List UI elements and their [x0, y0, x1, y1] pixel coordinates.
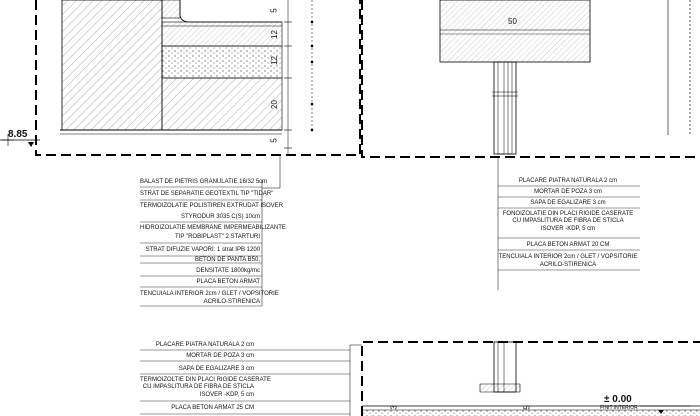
roof-layer-8: BETON DE PANTA B50, [194, 257, 260, 263]
floor-right-layer-7: PLACA BETON ARMAT 20 CM [526, 242, 610, 248]
roof-layer-2: STRAT DE SEPARATIE GEOTEXTIL TIP "TIDAR" [140, 191, 274, 197]
roof-layer-10: PLACA BETON ARMAT [196, 279, 260, 285]
elevation-ground: ± 0.00 [604, 394, 632, 405]
floor-left-layer-6: ISOVER -KDP, 5 cm [199, 392, 254, 398]
floor-right-layer-8: TENCUIALA INTERIOR 2cm / GLET / VOPSITORIE [498, 254, 638, 260]
floor-left-layer-1: PLACARE PIATRA NATURALA 2 cm [155, 342, 254, 348]
dimension-bottom-5: 5 [522, 405, 532, 410]
roof-layer-12: ACRILO-STIRENICA [203, 299, 260, 305]
dimension-layer-5b: 5 [269, 138, 279, 143]
roof-layer-1: BALAST DE PIETRIS GRANULATIE 16/32 5cm [140, 179, 268, 185]
dimension-bottom-3: 3 [389, 405, 399, 410]
roof-layer-5: HIDROIZOLATIE MEMBRANE IMPERMEABILIZANTE [140, 225, 286, 231]
roof-layer-7: STRAT DIFUZIE VAPORI: 1 strat IPB 1200 [145, 247, 260, 253]
dimension-layer-12a: 12 [269, 30, 279, 39]
floor-right-layer-3: SAPA DE EGALIZARE 3 cm [530, 200, 606, 206]
elevation-left: 8.85 [8, 129, 28, 140]
dimension-layer-5: 5 [269, 8, 279, 13]
roof-layer-4: STYRODUR 3035 C(S) 10cm [180, 214, 260, 220]
floor-left-layer-5: CU IMPASLITURA DE FIBRA DE STICLA [142, 384, 254, 390]
floor-left-layer-3: SAPA DE EGALIZARE 3 cm [178, 366, 254, 372]
floor-right-layer-1: PLACARE PIATRA NATURALA 2 cm [518, 178, 618, 184]
floor-right-layer-9: ACRILO-STIRENICA [539, 262, 597, 268]
elevation-ground-note: FINIT INTERIOR [600, 405, 638, 411]
roof-layer-11: TENCUIALA INTERIOR 2cm / GLET / VOPSITORIE [140, 291, 279, 297]
dimension-layer-20: 20 [269, 100, 279, 109]
dimension-parapet-width: 50 [508, 17, 517, 26]
floor-left-layer-2: MORTAR DE POZA 3 cm [186, 353, 254, 359]
floor-right-layer-4: FONOIZOLATIE DIN PLACI RIGIDE CASERATE [502, 211, 634, 217]
floor-left-layer-4: TERMOIZOLTIE DIN PLACI RIGIDE CASERATE [140, 377, 271, 383]
floor-right-layer-2: MORTAR DE POZA 3 cm [534, 189, 602, 195]
roof-layer-6: TIP "ROBIPLAST" 2 STARTURI [175, 234, 260, 240]
floor-right-layer-5: CU IMPASLITURA DE FIBRA DE STICLA [512, 218, 624, 224]
floor-right-layer-6: ISOVER -KDP, 5 cm [540, 226, 596, 232]
roof-layer-9: DENSITATE 1800kg/mc [196, 268, 260, 274]
roof-layer-3: TERMOIZOLATIE POLISTIREN EXTRUDAT ISOVER [140, 203, 284, 209]
dimension-layer-12b: 12 [269, 56, 279, 65]
floor-left-layer-7: PLACA BETON ARMAT 25 CM [171, 405, 254, 411]
